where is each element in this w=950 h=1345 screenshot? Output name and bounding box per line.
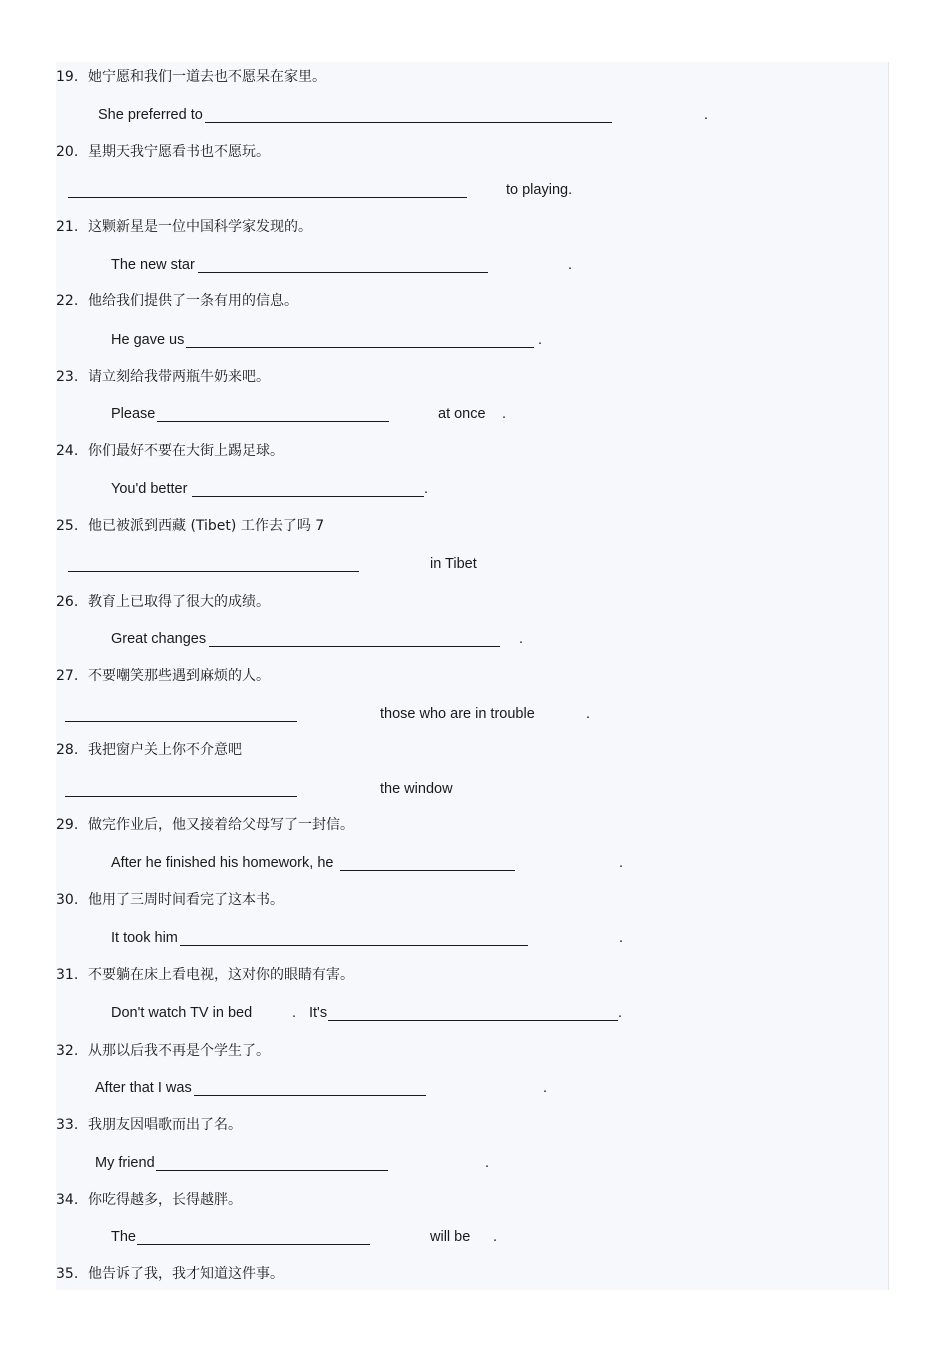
answer-20-blank[interactable]	[68, 197, 467, 198]
question-21	[56, 218, 312, 236]
answer-31-prefix-2: It's	[309, 1005, 328, 1021]
answer-24-prefix: You'd better	[111, 481, 188, 497]
question-text: 我朋友因唱歌而出了名。	[88, 1117, 242, 1133]
question-number: 27.	[56, 668, 79, 684]
question-24	[56, 442, 284, 460]
answer-25-blank[interactable]	[68, 571, 359, 572]
question-30	[56, 891, 284, 909]
question-text: 他已被派到西藏 (Tibet) 工作去了吗 7	[88, 518, 325, 534]
question-26	[56, 593, 270, 611]
answer-23-end: .	[502, 406, 507, 422]
answer-22-blank[interactable]	[186, 347, 534, 348]
answer-27-suffix: those who are in trouble	[380, 706, 535, 722]
question-number: 20.	[56, 144, 79, 160]
answer-26-end: .	[519, 631, 524, 647]
answer-29-prefix: After he finished his homework, he	[111, 855, 334, 871]
answer-33-end: .	[485, 1155, 490, 1171]
answer-28-blank[interactable]	[65, 796, 297, 797]
answer-26-blank[interactable]	[209, 646, 500, 647]
question-number: 19.	[56, 69, 79, 85]
question-number: 33.	[56, 1117, 79, 1133]
answer-29-blank[interactable]	[340, 870, 515, 871]
question-number: 29.	[56, 817, 79, 833]
question-number: 30.	[56, 892, 79, 908]
question-number: 32.	[56, 1043, 79, 1059]
question-number: 28.	[56, 742, 79, 758]
answer-34-suffix: will be	[430, 1229, 471, 1245]
answer-34-end: .	[493, 1229, 498, 1245]
answer-22-prefix: He gave us	[111, 332, 185, 348]
answer-21-blank[interactable]	[198, 272, 488, 273]
question-text: 我把窗户关上你不介意吧	[88, 742, 242, 758]
question-25	[56, 517, 324, 535]
question-text: 你们最好不要在大街上踢足球。	[88, 443, 284, 459]
question-number: 24.	[56, 443, 79, 459]
answer-27-end: .	[586, 706, 591, 722]
question-number: 22.	[56, 293, 79, 309]
question-text: 他用了三周时间看完了这本书。	[88, 892, 284, 908]
answer-25-suffix: in Tibet	[430, 556, 477, 572]
answer-30-prefix: It took him	[111, 930, 178, 946]
answer-19-end: .	[704, 107, 709, 123]
question-text: 他告诉了我，我才知道这件事。	[88, 1266, 284, 1282]
answer-33-blank[interactable]	[156, 1170, 388, 1171]
answer-23-suffix: at once	[438, 406, 486, 422]
answer-29-end: .	[619, 855, 624, 871]
question-number: 25.	[56, 518, 79, 534]
question-27	[56, 667, 270, 685]
question-text: 不要躺在床上看电视，这对你的眼睛有害。	[88, 967, 354, 983]
answer-23-prefix: Please	[111, 406, 156, 422]
answer-32-prefix: After that I was	[95, 1080, 192, 1096]
answer-24-end: .	[424, 481, 429, 497]
question-text: 他给我们提供了一条有用的信息。	[88, 293, 298, 309]
question-text: 不要嘲笑那些遇到麻烦的人。	[88, 668, 270, 684]
question-number: 26.	[56, 594, 79, 610]
answer-20-suffix: to playing.	[506, 182, 573, 198]
answer-22-end: .	[538, 332, 543, 348]
answer-19-blank[interactable]	[205, 122, 612, 123]
question-number: 35.	[56, 1266, 79, 1282]
answer-19-prefix: She preferred to	[98, 107, 203, 123]
question-number: 34.	[56, 1192, 79, 1208]
question-text: 这颗新星是一位中国科学家发现的。	[88, 219, 312, 235]
question-20	[56, 143, 270, 161]
answer-33-prefix: My friend	[95, 1155, 155, 1171]
answer-23-blank[interactable]	[157, 421, 389, 422]
question-35	[56, 1265, 284, 1283]
question-text: 她宁愿和我们一道去也不愿呆在家里。	[88, 69, 326, 85]
question-33	[56, 1116, 242, 1134]
question-text: 星期天我宁愿看书也不愿玩。	[88, 144, 270, 160]
question-19	[56, 68, 326, 86]
answer-21-end: .	[568, 257, 573, 273]
answer-31-mid-period: .	[292, 1005, 297, 1021]
question-22	[56, 292, 298, 310]
answer-21-prefix: The new star	[111, 257, 195, 273]
question-text: 请立刻给我带两瓶牛奶来吧。	[88, 369, 270, 385]
answer-24-blank[interactable]	[192, 496, 424, 497]
question-32	[56, 1042, 270, 1060]
answer-34-blank[interactable]	[137, 1244, 370, 1245]
question-text: 你吃得越多，长得越胖。	[88, 1192, 242, 1208]
answer-32-end: .	[543, 1080, 548, 1096]
question-29	[56, 816, 354, 834]
question-text: 教育上已取得了很大的成绩。	[88, 594, 270, 610]
question-number: 23.	[56, 369, 79, 385]
answer-26-prefix: Great changes	[111, 631, 207, 647]
question-number: 31.	[56, 967, 79, 983]
answer-32-blank[interactable]	[194, 1095, 426, 1096]
answer-34-prefix: The	[111, 1229, 136, 1245]
question-23	[56, 368, 270, 386]
answer-27-blank[interactable]	[65, 721, 297, 722]
question-34	[56, 1191, 242, 1209]
answer-30-end: .	[619, 930, 624, 946]
question-31	[56, 966, 354, 984]
question-28	[56, 741, 242, 759]
answer-31-end: .	[618, 1005, 623, 1021]
answer-31-blank[interactable]	[328, 1020, 618, 1021]
question-text: 做完作业后，他又接着给父母写了一封信。	[88, 817, 354, 833]
answer-31-prefix: Don't watch TV in bed	[111, 1005, 253, 1021]
answer-30-blank[interactable]	[180, 945, 528, 946]
answer-28-suffix: the window	[380, 781, 453, 797]
question-number: 21.	[56, 219, 79, 235]
question-text: 从那以后我不再是个学生了。	[88, 1043, 270, 1059]
